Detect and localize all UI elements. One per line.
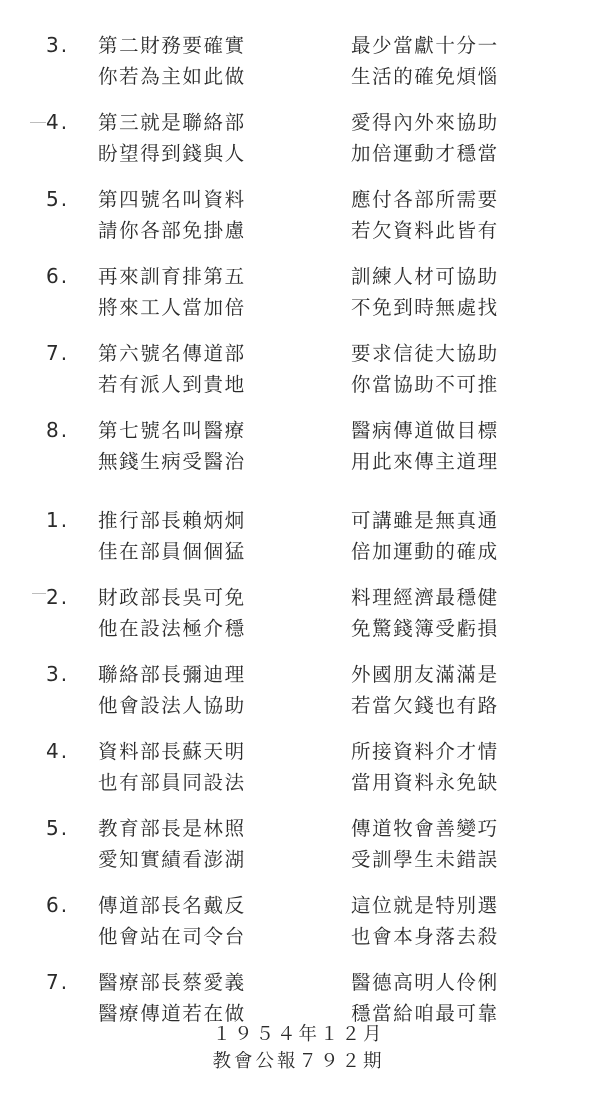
publication-source: 教會公報７９２期 bbox=[212, 1051, 385, 1072]
verse-number: 1. bbox=[46, 508, 70, 532]
verse-number: 2. bbox=[46, 585, 70, 609]
verse-line: 所接資料介才情 bbox=[351, 740, 499, 763]
verse-line: 第三就是聯絡部 bbox=[98, 111, 246, 134]
verse bbox=[0, 505, 597, 582]
verse bbox=[0, 582, 597, 659]
verse-line: 生活的確免煩惱 bbox=[351, 65, 499, 88]
verse-line: 傳道牧會善變巧 bbox=[351, 817, 499, 840]
verse-line: 醫德高明人伶俐 bbox=[351, 971, 499, 994]
verse-number: 6. bbox=[46, 893, 70, 917]
verse-number: 5. bbox=[46, 816, 70, 840]
verse bbox=[0, 659, 597, 736]
verse-line: 佳在部員個個猛 bbox=[98, 540, 246, 563]
verse-line: 也有部員同設法 bbox=[98, 771, 246, 794]
verse-line: 要求信徒大協助 bbox=[351, 342, 499, 365]
verse-line: 你若為主如此做 bbox=[98, 65, 246, 88]
verse-line: 財政部長吳可免 bbox=[98, 586, 246, 609]
verse-line: 醫療部長蔡愛義 bbox=[98, 971, 246, 994]
publication-date: １９５４年１２月 bbox=[212, 1024, 385, 1045]
verse-line: 無錢生病受醫治 bbox=[98, 450, 246, 473]
verse-line: 料理經濟最穩健 bbox=[351, 586, 499, 609]
verse-line: 第七號名叫醫療 bbox=[98, 419, 246, 442]
verse-number: 4. bbox=[46, 110, 70, 134]
verse-line: 這位就是特別選 bbox=[351, 894, 499, 917]
verse-line: 用此來傳主道理 bbox=[351, 450, 499, 473]
verse-line: 最少當獻十分一 bbox=[351, 34, 499, 57]
verse-line: 醫療傳道若在做 bbox=[98, 1002, 246, 1025]
verse-line: 可講雖是無真通 bbox=[351, 509, 499, 532]
verse-line: 再來訓育排第五 bbox=[98, 265, 246, 288]
verse-number: 3. bbox=[46, 662, 70, 686]
verse-number: 7. bbox=[46, 341, 70, 365]
verse-line: 他在設法極介穩 bbox=[98, 617, 246, 640]
verse-line: 不免到時無處找 bbox=[351, 296, 499, 319]
verse bbox=[0, 890, 597, 967]
verse-line: 也會本身落去殺 bbox=[351, 925, 499, 948]
verse bbox=[0, 338, 597, 415]
verse bbox=[0, 30, 597, 107]
verse bbox=[0, 107, 597, 184]
verse-number: 5. bbox=[46, 187, 70, 211]
verse-line: 他會設法人協助 bbox=[98, 694, 246, 717]
verse-line: 若當欠錢也有路 bbox=[351, 694, 499, 717]
verse-line: 加倍運動才穩當 bbox=[351, 142, 499, 165]
verse bbox=[0, 184, 597, 261]
verse-number: 3. bbox=[46, 33, 70, 57]
verse-line: 愛知實績看澎湖 bbox=[98, 848, 246, 871]
verse-line: 聯絡部長彌迪理 bbox=[98, 663, 246, 686]
verse-line: 愛得內外來協助 bbox=[351, 111, 499, 134]
verse-line: 穩當給咱最可靠 bbox=[351, 1002, 499, 1025]
verse-line: 若有派人到貴地 bbox=[98, 373, 246, 396]
verse bbox=[0, 736, 597, 813]
verse-line: 醫病傳道做目標 bbox=[351, 419, 499, 442]
verse-line: 第六號名傳道部 bbox=[98, 342, 246, 365]
verse-line: 第二財務要確實 bbox=[98, 34, 246, 57]
verse-line: 他會站在司令台 bbox=[98, 925, 246, 948]
verse-line: 免驚錢簿受虧損 bbox=[351, 617, 499, 640]
verse-line: 若欠資料此皆有 bbox=[351, 219, 499, 242]
verse-number: 4. bbox=[46, 739, 70, 763]
verse-number: 8. bbox=[46, 418, 70, 442]
verse-line: 第四號名叫資料 bbox=[98, 188, 246, 211]
verse-number: 7. bbox=[46, 970, 70, 994]
verse-line: 你當協助不可推 bbox=[351, 373, 499, 396]
verse-line: 應付各部所需要 bbox=[351, 188, 499, 211]
verse-number: 6. bbox=[46, 264, 70, 288]
verse-line: 外國朋友滿滿是 bbox=[351, 663, 499, 686]
verse-line: 資料部長蘇天明 bbox=[98, 740, 246, 763]
verse-line: 訓練人材可協助 bbox=[351, 265, 499, 288]
verse-line: 當用資料永免缺 bbox=[351, 771, 499, 794]
verse-line: 受訓學生未錯誤 bbox=[351, 848, 499, 871]
verse bbox=[0, 261, 597, 338]
verse bbox=[0, 813, 597, 890]
verse-line: 推行部長賴炳炯 bbox=[98, 509, 246, 532]
verse-section-2 bbox=[0, 505, 597, 1044]
verse-line: 傳道部長名戴反 bbox=[98, 894, 246, 917]
verse-section-1 bbox=[0, 30, 597, 492]
verse-line: 將來工人當加倍 bbox=[98, 296, 246, 319]
verse bbox=[0, 415, 597, 492]
verse-line: 請你各部免掛慮 bbox=[98, 219, 246, 242]
verse-line: 盼望得到錢與人 bbox=[98, 142, 246, 165]
verse-line: 倍加運動的確成 bbox=[351, 540, 499, 563]
verse-line: 教育部長是林照 bbox=[98, 817, 246, 840]
